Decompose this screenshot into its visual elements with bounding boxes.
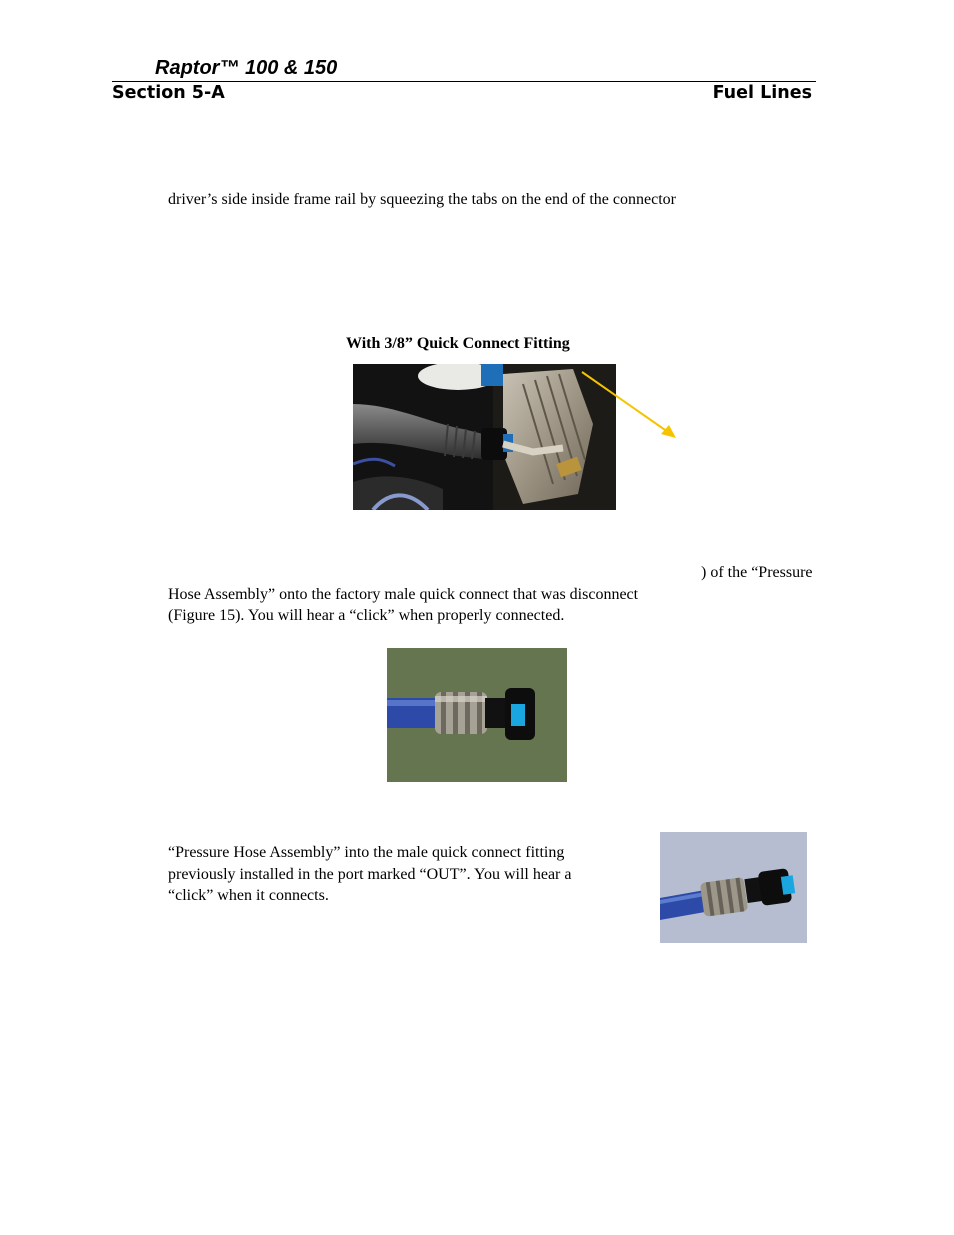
female-quick-connect-photo [387, 648, 567, 782]
figure-caption: With 3/8” Quick Connect Fitting [346, 335, 570, 352]
section-topic: Fuel Lines [712, 83, 812, 103]
product-title: Raptor™ 100 & 150 [155, 57, 338, 79]
paragraph-line: ) of the “Pressure [701, 564, 813, 581]
pointer-arrow-icon [570, 364, 690, 444]
paragraph-line: Hose Assembly” onto the factory male quick connect that was disconnect [168, 586, 639, 603]
paragraph-line: “click” when it connects. [168, 887, 329, 904]
pressure-hose-photo [660, 832, 807, 943]
paragraph-line: (Figure 15). You will hear a “click” when properly connected. [168, 607, 565, 624]
paragraph-line: driver’s side inside frame rail by squeezing the tabs on the end of the connector [168, 191, 676, 208]
section-label: Section 5-A [112, 83, 225, 103]
paragraph-line: “Pressure Hose Assembly” into the male quick connect fitting [168, 844, 565, 861]
paragraph-line: previously installed in the port marked “OUT”. You will hear a [168, 866, 572, 883]
